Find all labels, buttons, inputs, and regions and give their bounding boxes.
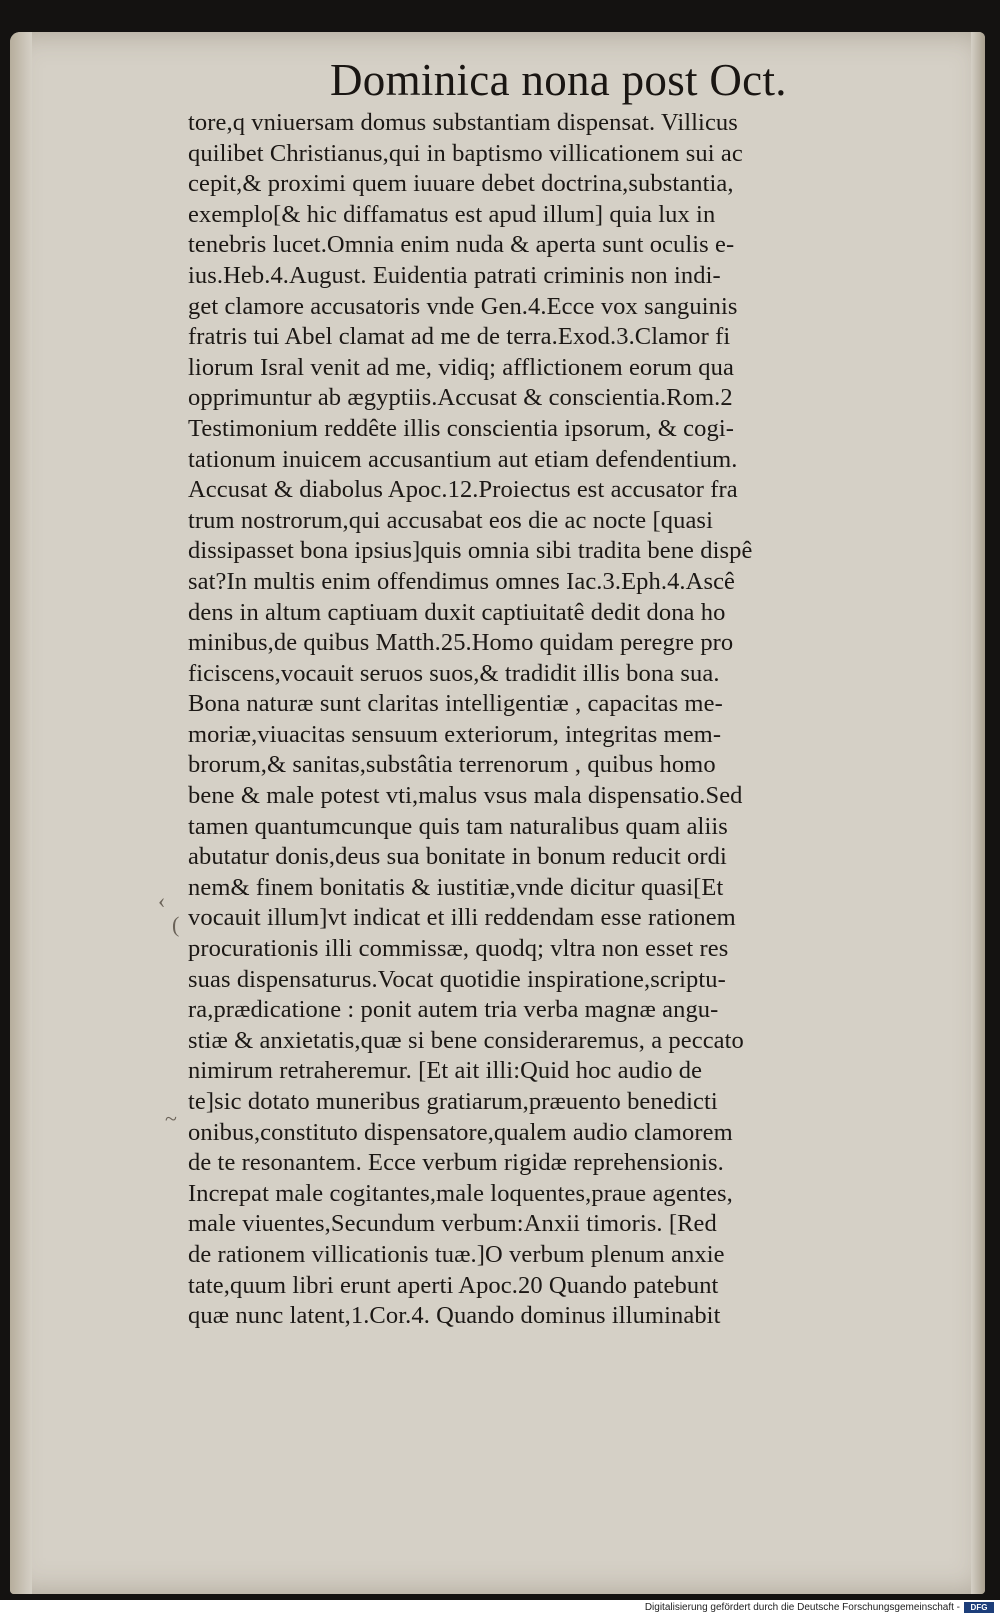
text-line: dissipasset bona ipsius]quis omnia sibi tradita bene dispê [188, 537, 753, 565]
footer-credit: Digitalisierung gefördert durch die Deutsche Forschungsgemeinschaft - [644, 1602, 960, 1613]
text-line: get clamore accusatoris vnde Gen.4.Ecce vox sanguinis [188, 292, 738, 320]
text-line: tore,q vniuersam domus substantiam dispensat. Villicus [188, 109, 738, 136]
text-line: de te resonantem. Ecce verbum rigidæ reprehensionis. [188, 1149, 724, 1177]
book-page [10, 32, 985, 1594]
text-line: onibus,constituto dispensatore,qualem audio clamorem [188, 1118, 733, 1146]
text-line: ficiscens,vocauit seruos suos,& tradidit illis bona sua. [188, 659, 720, 687]
text-line: tate,quum libri erunt aperti Apoc.20 Quando patebunt [188, 1271, 719, 1299]
text-line: dens in altum captiuam duxit captiuitatê dedit dona ho [188, 598, 726, 626]
text-line: de rationem villicationis tuæ.]O verbum plenum anxie [188, 1240, 725, 1268]
margin-mark: ( [172, 912, 180, 937]
text-line: tationum inuicem accusantium aut etiam defendentium. [188, 445, 738, 473]
text-line: brorum,& sanitas,substâtia terrenorum , quibus homo [188, 751, 716, 779]
text-line: exemplo[& hic diffamatus est apud illum] quia lux in [188, 200, 716, 228]
text-line: abutatur donis,deus sua bonitate in bonum reducit ordi [188, 843, 727, 871]
text-line: procurationis illi commissæ, quodq; vltra non esset res [188, 935, 729, 963]
text-line: fratris tui Abel clamat ad me de terra.Exod.3.Clamor fi [188, 323, 731, 351]
text-line: bene & male potest vti,malus vsus mala dispensatio.Sed [188, 782, 743, 810]
text-line: vocauit illum]vt indicat et illi reddendam esse rationem [188, 904, 736, 932]
text-line: opprimuntur ab ægyptiis.Accusat & conscientia.Rom.2 [188, 384, 733, 412]
text-line: quæ nunc latent,1.Cor.4. Quando dominus illuminabit [188, 1302, 721, 1330]
margin-mark: ‹ [158, 888, 166, 913]
text-line: nem& finem bonitatis & iustitiæ,vnde dicitur quasi[Et [188, 873, 724, 901]
dfg-logo: DFG [964, 1602, 994, 1613]
page-edge-shadow [971, 32, 985, 1594]
running-head: Dominica nona post Oct. [330, 55, 787, 105]
text-line: Testimonium reddête illis conscientia ipsorum, & cogi- [188, 414, 734, 442]
text-line: liorum Isral venit ad me, vidiq; afflictionem eorum qua [188, 353, 734, 381]
text-line: male viuentes,Secundum verbum:Anxii timoris. [Red [188, 1210, 717, 1238]
text-line: stiæ & anxietatis,quæ si bene consideraremus, a peccato [188, 1026, 744, 1054]
page-gutter-shadow [10, 32, 32, 1594]
text-line: minibus,de quibus Matth.25.Homo quidam peregre pro [188, 629, 734, 657]
text-line: sat?In multis enim offendimus omnes Iac.3.Eph.4.Ascê [188, 567, 736, 595]
text-line: trum nostrorum,qui accusabat eos die ac nocte [quasi [188, 506, 713, 534]
text-line: Increpat male cogitantes,male loquentes,praue agentes, [188, 1179, 733, 1207]
text-line: moriæ,viuacitas sensuum exteriorum, integritas mem- [188, 720, 722, 748]
text-line: Accusat & diabolus Apoc.12.Proiectus est accusator fra [188, 476, 738, 504]
text-line: ra,prædicatione : ponit autem tria verba magnæ angu- [188, 996, 719, 1024]
text-line: te]sic dotato muneribus gratiarum,præuento benedicti [188, 1088, 718, 1115]
text-line: nimirum retraheremur. [Et ait illi:Quid hoc audio de [188, 1057, 703, 1085]
text-line: ius.Heb.4.August. Euidentia patrati criminis non indi- [188, 261, 721, 289]
margin-mark: ~ [165, 1106, 177, 1131]
text-line: cepit,& proximi quem iuuare debet doctrina,substantia, [188, 170, 734, 198]
text-line: quilibet Christianus,qui in baptismo villicationem sui ac [188, 139, 743, 167]
text-line: suas dispensaturus.Vocat quotidie inspiratione,scriptu- [188, 965, 726, 993]
text-line: Bona naturæ sunt claritas intelligentiæ , capacitas me- [188, 690, 723, 718]
text-line: tamen quantumcunque quis tam naturalibus quam aliis [188, 812, 728, 840]
body-text [188, 108, 888, 1332]
text-line: tenebris lucet.Omnia enim nuda & aperta sunt oculis e- [188, 231, 735, 259]
